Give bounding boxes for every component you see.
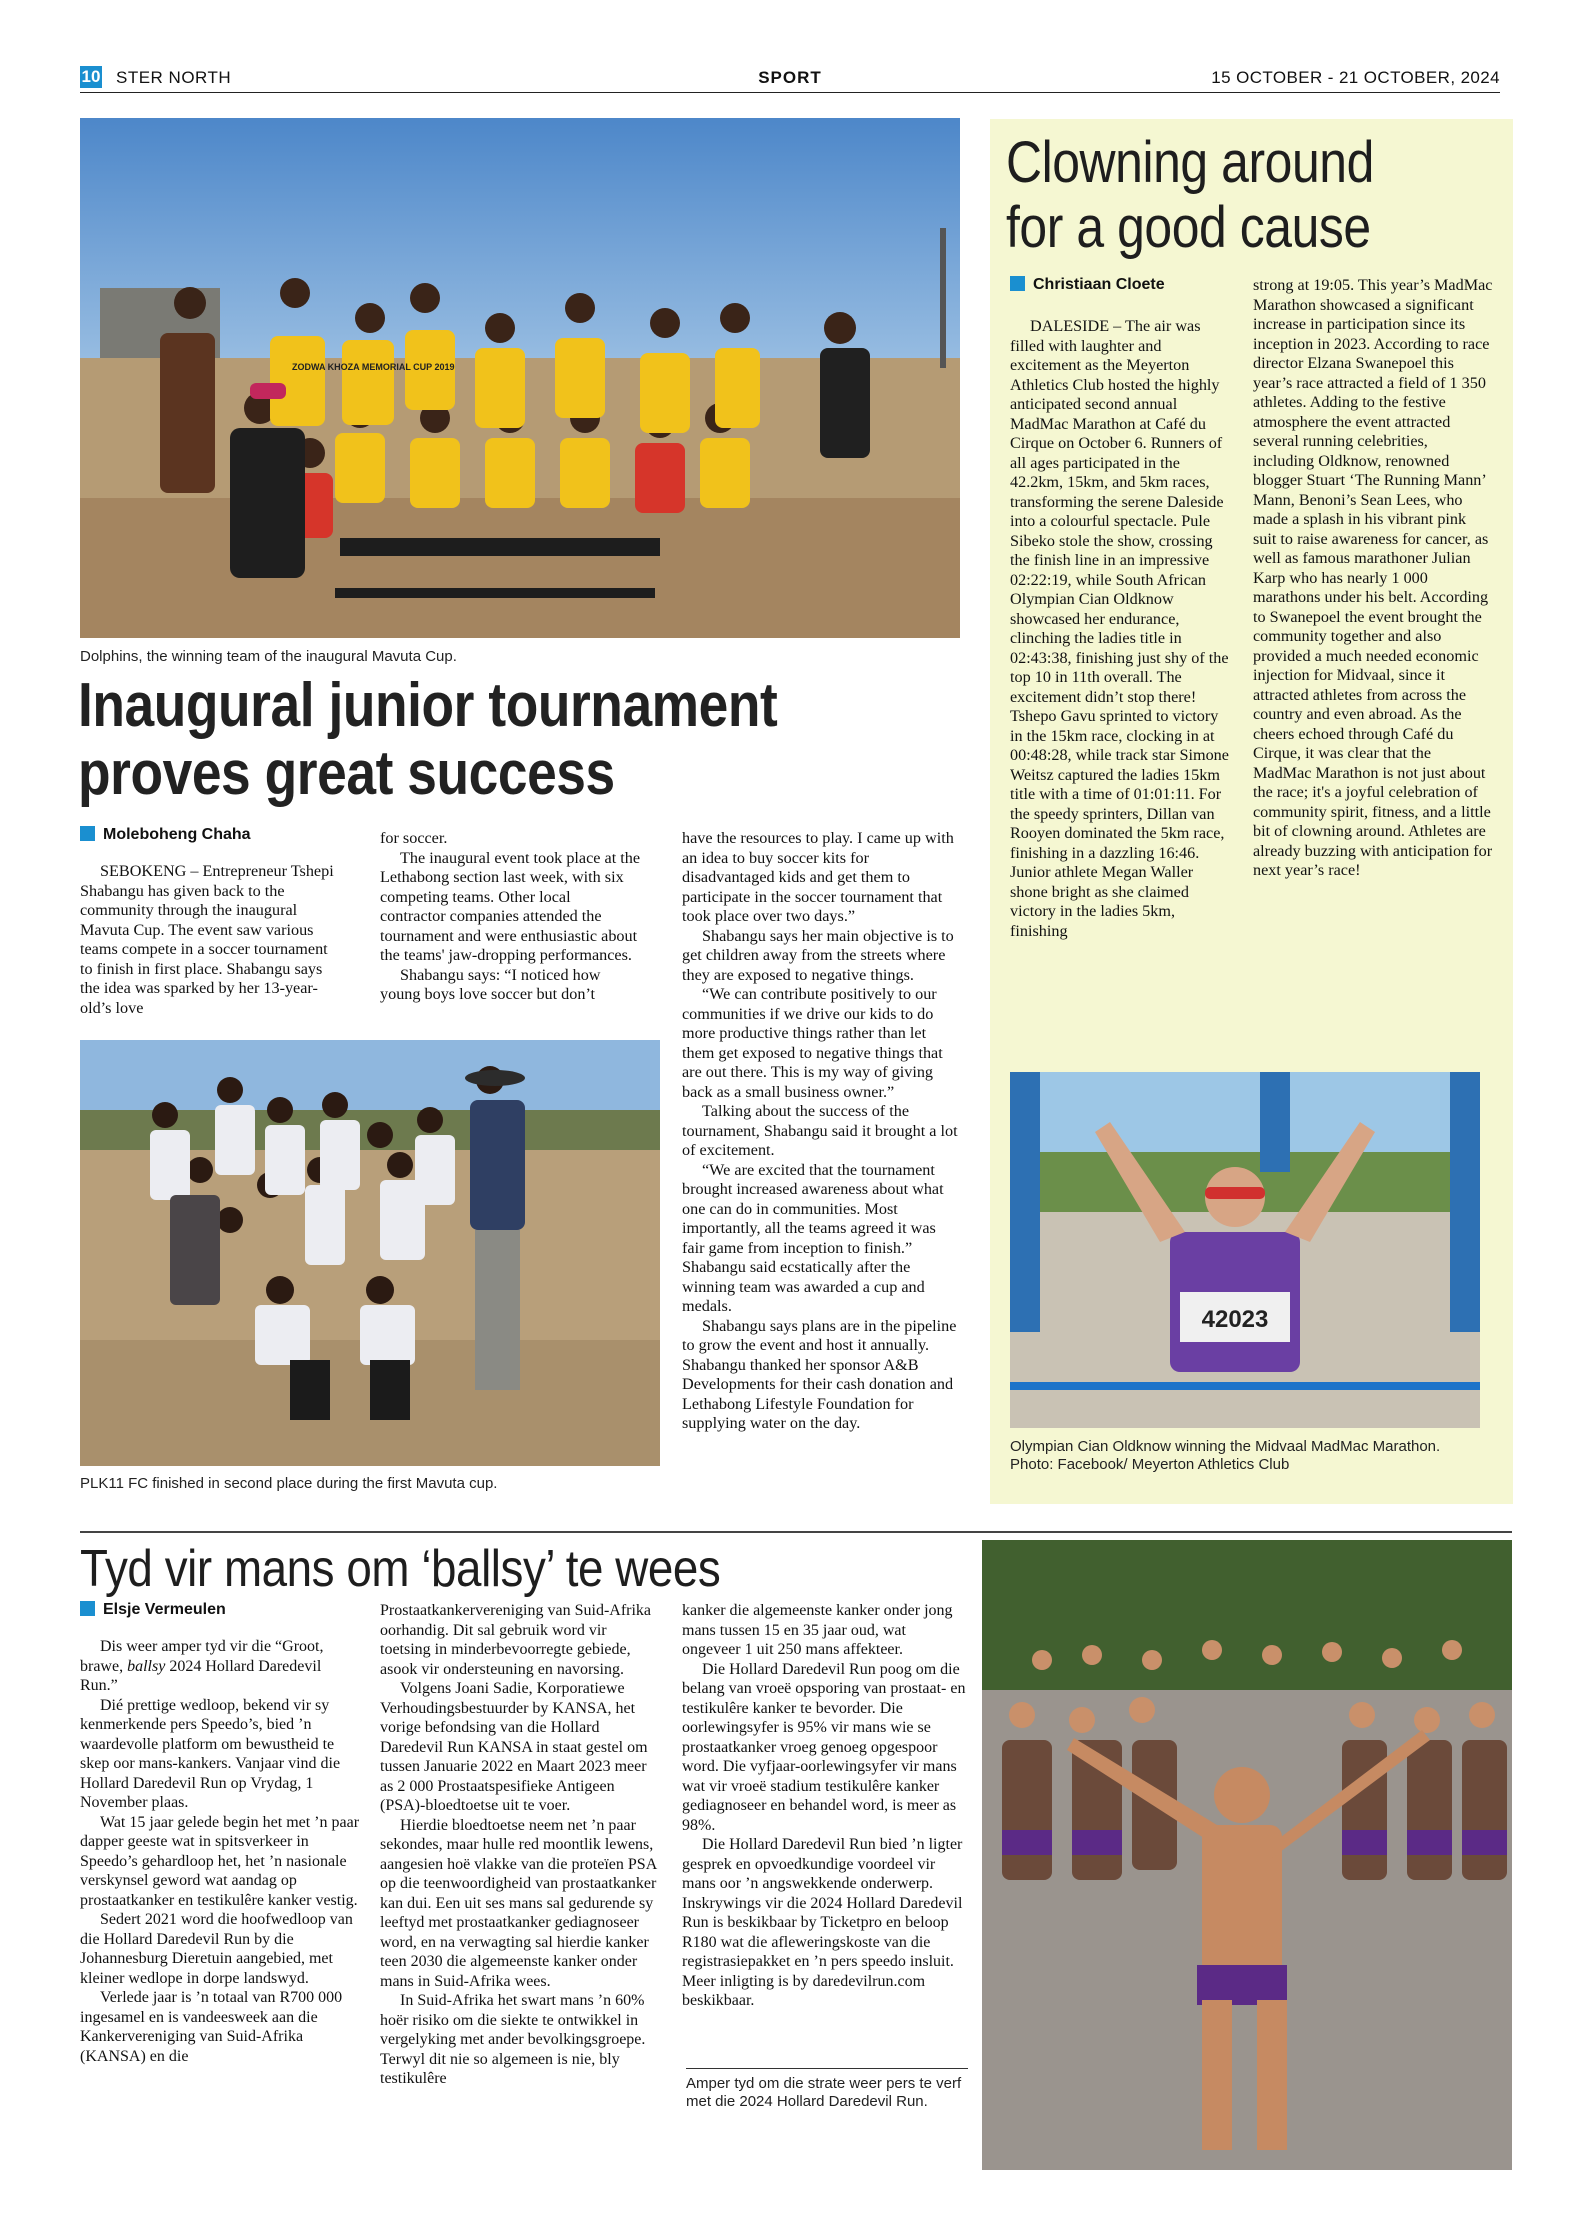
page-number: 10: [81, 67, 101, 86]
tournament-headline: [78, 672, 777, 808]
ballsy-col1-p1-start: Dis weer amper tyd vir die “Groot, brawe,: [80, 1638, 324, 1675]
ballsy-headline: Tyd vir mans om ‘ballsy’ te wees: [80, 1540, 721, 1598]
race-bib-number: 42023: [1201, 1306, 1269, 1333]
tournament-col2-p2: Shabangu says: “I noticed how young boys love soccer but don’t: [380, 965, 601, 1003]
tournament-col3-lead: have the resources to play. I came up with an idea to buy soccer kits for disadvantaged kids and get them to participate in the soccer tournament that took place over two days.”: [682, 829, 954, 925]
tournament-col3-p3: Talking about the success of the tournament, Shabangu said it brought a lot of excitement.: [682, 1102, 958, 1159]
ballsy-col1-p1-italic: ballsy: [127, 1657, 166, 1675]
marathon-headline: [1006, 130, 1374, 260]
ballsy-byline: [80, 1601, 226, 1619]
ballsy-col1-p4: Sedert 2021 word die hoofwedloop van die Hollard Daredevil Run by die Johannesburg Dieretuin aangebied, met kleiner wedlope in dorpe landswyd.: [80, 1911, 353, 1987]
tournament-byline-name: Moleboheng Chaha: [103, 826, 251, 843]
tournament-col3-p5: Shabangu says plans are in the pipeline to grow the event and host it annually. Shabangu thanked her sponsor A&B Developments for their cash donation and Lethabong Lifestyle Foundation for supplying water on the day.: [682, 1316, 957, 1432]
tournament-col1: [80, 862, 340, 1018]
tournament-headline-line2: proves great success: [78, 739, 615, 808]
ballsy-col1-p2: Dié prettige wedloop, bekend vir sy kenmerkende pers Speedo’s, bied ’n waardevolle platform om bewustheid te skep oor mans-kankers. Vanjaar vind die Hollard Daredevil Run op Vrydag, 1 November plaas.: [80, 1696, 341, 1811]
jersey-text: ZODWA KHOZA MEMORIAL CUP 2019: [292, 362, 455, 372]
marathon-headline-line2: for a good cause: [1006, 195, 1371, 260]
tournament-col3: [682, 829, 960, 1434]
daredevil-run-photo: [982, 1540, 1512, 2170]
ballsy-col3-p2: Die Hollard Daredevil Run bied ’n ligter gesprek en opvoedkundige voordeel vir mans oor ’n angswekkende onderwerp. Inskrywings vir die 2024 Hollard Daredevil Run is beskikbaar by Ticketpro en beloop R180 wat die afleweringskoste van die registrasiepakket en ’n pers speedo insluit. Meer inligting is by daredevilrun.com beskikbaar.: [682, 1836, 963, 2009]
marathon-byline: [1010, 276, 1165, 294]
dolphins-team-photo: [80, 118, 960, 638]
photo2-caption: PLK11 FC finished in second place during the first Mavuta cup.: [80, 1475, 498, 1492]
plk11-team-photo: [80, 1040, 660, 1466]
tournament-col3-p1: Shabangu says her main objective is to get children away from the streets where they are exposed to negative things.: [682, 926, 954, 984]
ballsy-col2-p3: In Suid-Afrika het swart mans ’n 60% hoër risiko om die siekte te ontwikkel in vergelyking met ander bevolkingsgroepe. Terwyl dit nie so algemeen is nie, bly testikulêre: [380, 1992, 646, 2087]
marathon-headline-line1: Clowning around: [1006, 130, 1374, 195]
paper-name: STER NORTH: [116, 68, 232, 87]
ballsy-col1-p5: Verlede jaar is ’n totaal van R700 000 ingesamel en is vandeesweek aan die Kankervereniging van Suid-Afrika (KANSA) en die: [80, 1989, 343, 2065]
photo1-caption: Dolphins, the winning team of the inaugural Mavuta Cup.: [80, 648, 457, 665]
tournament-col3-p4: “We are excited that the tournament brought increased awareness about what one can do in communities. Most importantly, all the teams agreed it was fair game from inception to finish.” Shabangu said ecstatically after the winning team was awarded a cup and medals.: [682, 1160, 944, 1315]
section-divider: [80, 1531, 1512, 1533]
ballsy-col1: [80, 1637, 360, 2066]
caption-rule: [686, 2068, 968, 2069]
ballsy-col3-lead: kanker die algemeenste kanker onder jong mans tussen 15 en 35 jaar oud, wat ongeveer 1 uit 250 mans affekteer.: [682, 1602, 953, 1658]
byline-marker: [80, 826, 95, 841]
tournament-headline-line1: Inaugural junior tournament: [78, 671, 778, 740]
page-header: [80, 66, 1500, 93]
marathon-col2: [1253, 276, 1493, 881]
section-label: SPORT: [758, 68, 822, 87]
marathon-byline-name: Christiaan Cloete: [1033, 276, 1165, 293]
ballsy-col2-p2: Hierdie bloedtoetse neem net ’n paar sekondes, maar hulle red moontlik lewens, aangesien hoë vlakke van die proteïen PSA op die teenwoordigheid van prostaatkanker kan dui. Een uit ses mans sal gedurende sy leeftyd met prostaatkanker gediagnoseer word, en na verwagting sal hierdie kanker teen 2030 die algemeenste kanker onder mans in Suid-Afrika wees.: [380, 1816, 657, 1990]
tournament-byline: [80, 826, 251, 844]
ballsy-col2: [380, 1601, 660, 2089]
marathon-col2-p1: strong at 19:05. This year’s MadMac Marathon showcased a significant increase in participation since its inception in 2023. According to race director Elzana Swanepoel this year’s race attracted a field of 1 350 athletes. Adding to the festive atmosphere the event attracted several running celebrities, including Oldknow, renowned blogger Stuart ‘The Running Mann’ Mann, Benoni’s Sean Lees, who made a splash in his vibrant pink suit to raise awareness for cancer, as well as famous marathoner Julian Karp who has nearly 1 000 marathons under his belt. According to Swanepoel the event brought the community together and also provided a much needed economic injection for Midvaal, since it attracted athletes from across the country and even abroad. As the cheers echoed through Café du Cirque, it was clear that the MadMac Marathon is not just about the race; it's a joyful celebration of community spirit, fitness, and a little bit of clowning around. Athletes are already buzzing with anticipation for next year’s race!: [1253, 276, 1493, 879]
tournament-col2-lead: for soccer.: [380, 829, 448, 847]
ballsy-byline-name: Elsje Vermeulen: [103, 1601, 226, 1618]
ballsy-col3-p1: Die Hollard Daredevil Run poog om die belang van vroeë opsporing van prostaat- en testikulêre kanker te bevorder. Die oorlewingsyfer is 95% vir mans wie se prostaatkanker vroeg genoeg opgespoor word. Die vyfjaar-oorlewingsyfer vir mans wat vir vroeë stadium testikulêre kanker gediagnoseer en behandel word, is meer as 98%.: [682, 1660, 966, 1834]
tournament-col2: [380, 829, 640, 1005]
byline-marker: [1010, 276, 1025, 291]
ballsy-col2-lead: Prostaatkankervereniging van Suid-Afrika oorhandig. Dit sal gebruik word vir toetsing in minderbevoorregte gebiede, asook vir ondersteuning en navorsing.: [380, 1602, 652, 1678]
photo4-caption: Amper tyd om die strate weer pers te verf met die 2024 Hollard Daredevil Run.: [686, 2075, 962, 2110]
byline-marker: [80, 1601, 95, 1616]
ballsy-col1-p1: [80, 1637, 360, 1696]
ballsy-col1-p1-end: 2024 Hollard Daredevil Run.”: [80, 1657, 322, 1694]
ballsy-col3: [682, 1601, 967, 2011]
ballsy-col2-p1: Volgens Joani Sadie, Korporatiewe Verhoudingsbestuurder by KANSA, het vorige befondsing van die Hollard Daredevil Run KANSA in staat gestel om tussen Januarie 2022 en Maart 2023 meer as 2 000 Prostaatspesifieke Antigeen (PSA)-bloedtoetse uit te voer.: [380, 1680, 648, 1814]
issue-date: 15 OCTOBER - 21 OCTOBER, 2024: [1211, 68, 1500, 87]
ballsy-col1-p3: Wat 15 jaar gelede begin het met ’n paar dapper geeste wat in spitsverkeer in Speedo’s gehardloop het, het ’n nasionale verskynsel geword wat aandag op prostaatkanker en testikulêre kanker vestig.: [80, 1813, 360, 1909]
oldknow-finish-photo: [1010, 1072, 1480, 1428]
marathon-col1-p1: DALESIDE – The air was filled with laughter and excitement as the Meyerton Athletics Club hosted the highly anticipated second annual MadMac Marathon at Café du Cirque on October 6. Runners of all ages participated in the 42.2km, 15km, and 5km races, transforming the serene Daleside into a colourful spectacle. Pule Sibeko stole the show, crossing the finish line in an impressive 02:22:19, while South African Olympian Cian Oldknow showcased her endurance, clinching the ladies title in 02:43:38, finishing just shy of the top 10 in 11th overall. The excitement didn’t stop there! Tshepo Gavu sprinted to victory in the 15km race, clocking in at 00:48:28, while track star Simone Weitsz captured the ladies 15km title with a time of 01:01:11. For the speedy sprinters, Dillan van Rooyen dominated the 5km race, finishing in a dazzling 16:46. Junior athlete Megan Waller shone bright as she claimed victory in the ladies 5km, finishing: [1010, 317, 1229, 940]
marathon-col1: [1010, 317, 1230, 941]
photo3-caption: Olympian Cian Oldknow winning the Midvaal MadMac Marathon. Photo: Facebook/ Meyerton Athletics Club: [1010, 1438, 1441, 1473]
tournament-col2-p1: The inaugural event took place at the Lethabong section last week, with six competing teams. Other local contractor companies attended the tournament and were enthusiastic about the teams' jaw-dropping performances.: [380, 848, 641, 964]
tournament-col1-p1: SEBOKENG – Entrepreneur Tshepi Shabangu has given back to the community through the inaugural Mavuta Cup. The event saw various teams compete in a soccer tournament to finish in first place. Shabangu says the idea was sparked by her 13-year-old’s love: [80, 862, 334, 1017]
tournament-col3-p2: “We can contribute positively to our communities if we drive our kids to do more productive things rather than let them get exposed to negative things that are out there. This is my way of giving back as a small business owner.”: [682, 985, 943, 1101]
